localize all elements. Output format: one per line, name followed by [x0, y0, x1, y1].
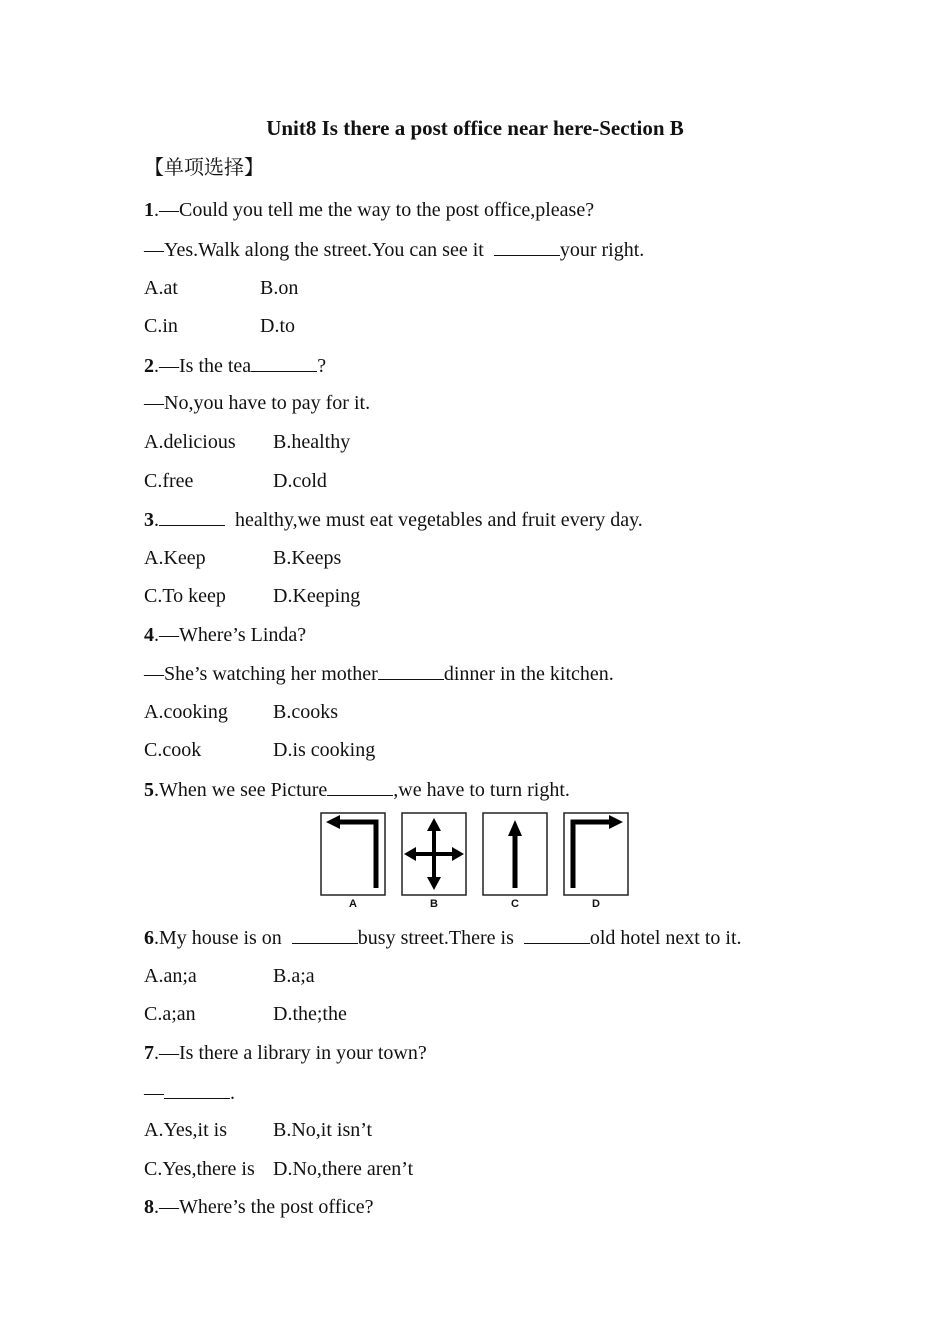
- question-number: 4: [144, 624, 154, 646]
- question-text: .—Is the tea: [154, 355, 252, 377]
- question-text: .My house is on: [154, 927, 292, 949]
- question-5: [144, 777, 570, 802]
- question-text: .—Could you tell me the way to the post office,please?: [154, 199, 595, 221]
- question-number: 6: [144, 927, 154, 949]
- option-b: B.cooks: [273, 701, 338, 723]
- option-b: B.No,it isn’t: [273, 1119, 373, 1141]
- answer-blank: [251, 353, 317, 372]
- question-number: 1: [144, 199, 154, 221]
- question-2-reply: —No,you have to pay for it.: [144, 392, 371, 414]
- option-d: D.is cooking: [273, 739, 376, 761]
- option-a: A.cooking: [144, 701, 228, 723]
- page-title: Unit8 Is there a post office near here-Section B: [266, 116, 684, 140]
- option-c: C.cook: [144, 739, 202, 761]
- question-1: [144, 198, 594, 222]
- question-8: [144, 1195, 374, 1219]
- option-b: B.on: [260, 277, 299, 299]
- question-4-reply: [144, 661, 614, 686]
- answer-blank: [164, 1080, 230, 1099]
- answer-blank: [292, 925, 358, 944]
- question-1-answer-line: [144, 237, 644, 262]
- question-text: your right.: [559, 239, 645, 261]
- option-a: A.Keep: [144, 547, 206, 569]
- option-d: D.the;the: [273, 1003, 347, 1025]
- question-text: .—Is there a library in your town?: [154, 1042, 427, 1064]
- option-d: D.cold: [273, 470, 327, 492]
- turn-left-arrow-icon: [320, 812, 386, 896]
- picture-label: A: [349, 898, 357, 910]
- answer-blank: [327, 777, 393, 796]
- answer-blank: [159, 507, 225, 526]
- option-b: B.Keeps: [273, 547, 342, 569]
- option-c: C.in: [144, 315, 178, 337]
- section-heading: 【单项选择】: [144, 157, 264, 179]
- answer-blank: [494, 237, 560, 256]
- question-text: .—Where’s the post office?: [154, 1196, 374, 1218]
- picture-label: C: [511, 898, 519, 910]
- question-4: [144, 623, 306, 647]
- question-text: ,we have to turn right.: [393, 779, 570, 801]
- option-d: D.to: [260, 315, 295, 337]
- option-a: A.Yes,it is: [144, 1119, 227, 1141]
- question-text: .: [230, 1082, 235, 1104]
- picture-options: [320, 812, 630, 914]
- question-text: —: [144, 1082, 164, 1104]
- question-text: healthy,we must eat vegetables and fruit every day.: [225, 509, 643, 531]
- option-c: C.To keep: [144, 585, 226, 607]
- straight-arrow-icon: [482, 812, 548, 896]
- question-7-reply: [144, 1080, 235, 1105]
- question-number: 2: [144, 355, 154, 377]
- option-d: D.No,there aren’t: [273, 1158, 414, 1180]
- option-d: D.Keeping: [273, 585, 361, 607]
- option-c: C.free: [144, 470, 194, 492]
- picture-label: B: [430, 898, 438, 910]
- option-b: B.a;a: [273, 965, 315, 987]
- picture-label: D: [592, 898, 600, 910]
- question-text: .—Where’s Linda?: [154, 624, 307, 646]
- question-text: ?: [317, 355, 327, 377]
- question-text: —She’s watching her mother: [144, 663, 378, 685]
- question-number: 5: [144, 779, 154, 801]
- question-3: [144, 507, 643, 532]
- question-text: old hotel next to it.: [589, 927, 742, 949]
- question-text: busy street.There is: [357, 927, 524, 949]
- option-c: C.a;an: [144, 1003, 196, 1025]
- four-way-arrow-icon: [401, 812, 467, 896]
- question-text: .: [154, 509, 159, 531]
- question-6: [144, 925, 742, 950]
- option-c: C.Yes,there is: [144, 1158, 255, 1180]
- option-a: A.an;a: [144, 965, 197, 987]
- question-7: [144, 1041, 427, 1065]
- question-text: dinner in the kitchen.: [443, 663, 614, 685]
- question-text: —Yes.Walk along the street.You can see it: [144, 239, 494, 261]
- answer-blank: [378, 661, 444, 680]
- question-number: 8: [144, 1196, 154, 1218]
- question-number: 3: [144, 509, 154, 531]
- answer-blank: [524, 925, 590, 944]
- option-a: A.delicious: [144, 431, 236, 453]
- turn-right-arrow-icon: [563, 812, 629, 896]
- question-text: .When we see Picture: [154, 779, 328, 801]
- option-b: B.healthy: [273, 431, 351, 453]
- question-number: 7: [144, 1042, 154, 1064]
- option-a: A.at: [144, 277, 178, 299]
- question-2: [144, 353, 326, 378]
